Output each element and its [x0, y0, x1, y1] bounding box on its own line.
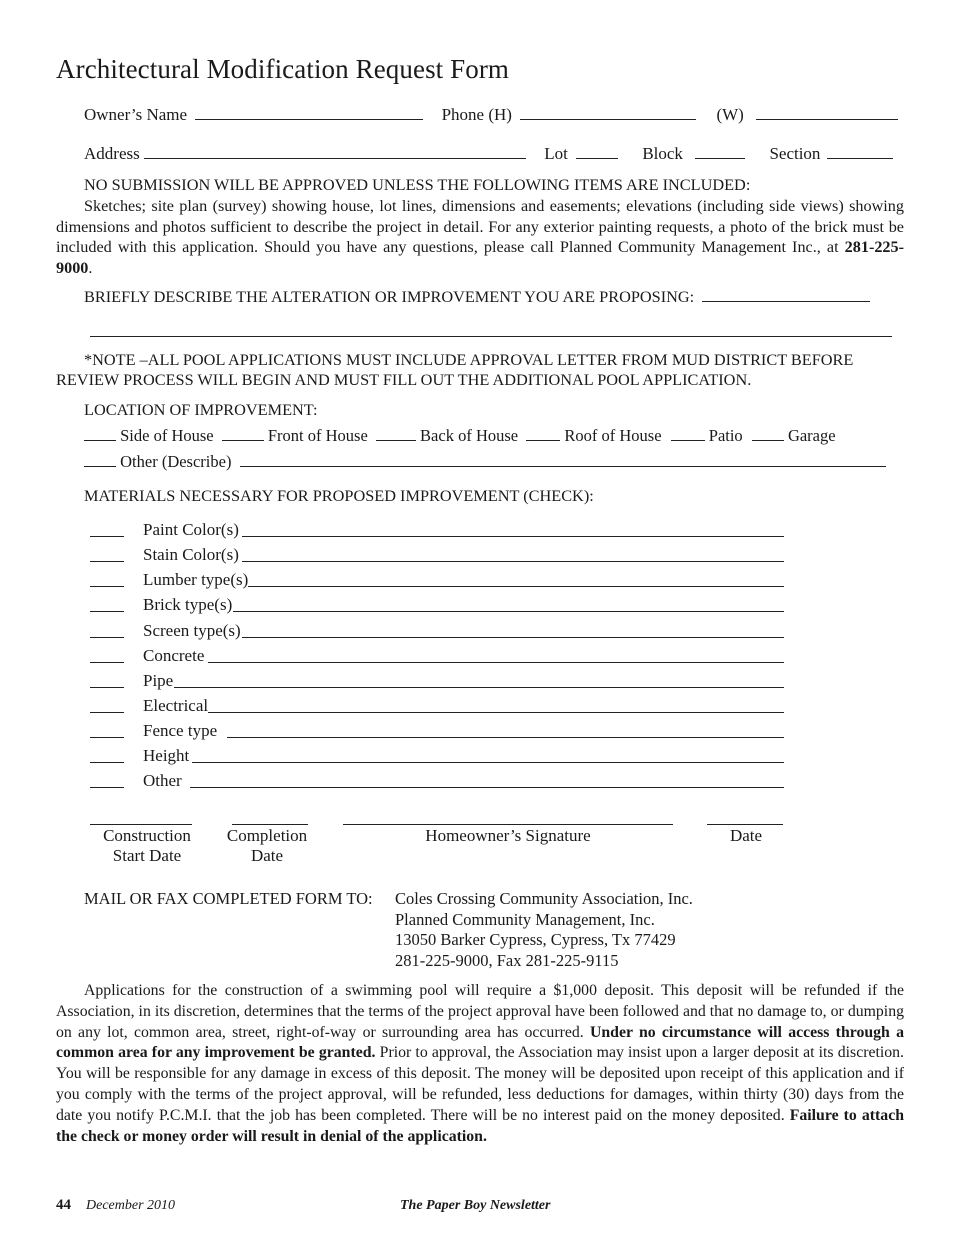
location-heading: LOCATION OF IMPROVEMENT: [84, 400, 318, 419]
material-field[interactable] [227, 737, 784, 738]
material-field[interactable] [174, 687, 784, 688]
submission-paragraph [56, 196, 904, 278]
phone-work-field[interactable] [756, 119, 898, 120]
material-row [90, 595, 790, 617]
caption-line: Completion [226, 826, 308, 845]
phone-home-field[interactable] [520, 119, 696, 120]
material-check[interactable] [90, 586, 124, 587]
homeowner-signature-field[interactable] [343, 824, 673, 825]
pool-deposit-paragraph [56, 981, 904, 1147]
material-label: Electrical [143, 696, 209, 715]
mail-address-line: 281-225-9000, Fax 281-225-9115 [395, 951, 619, 971]
describe-field-1[interactable] [702, 301, 870, 302]
material-field[interactable] [192, 762, 784, 763]
pool-note-line-2: REVIEW PROCESS WILL BEGIN AND MUST FILL OUT THE ADDITIONAL POOL APPLICATION. [56, 370, 752, 389]
other-location-field[interactable] [240, 466, 886, 467]
material-row [90, 646, 790, 668]
phone-work-label: (W) [716, 105, 744, 124]
roof-of-house-check[interactable] [526, 440, 560, 441]
patio-check[interactable] [671, 440, 705, 441]
material-row [90, 621, 790, 643]
lot-label: Lot [544, 144, 568, 163]
lot-field[interactable] [576, 158, 618, 159]
phone-home-label: Phone (H) [441, 105, 512, 124]
mail-address-line: Coles Crossing Community Association, Inc. [395, 889, 693, 908]
material-label: Height [143, 746, 190, 765]
patio-label: Patio [708, 426, 743, 445]
section-field[interactable] [827, 158, 893, 159]
pool-text-2: Prior to approval, the Association may insist upon a larger deposit at its discretion. You will be responsible for any damage in excess of this deposit. The money will be deposited upon receipt of this application and if you comply with the terms of the project approval, will be refunded, less deductions for damages, within thirty (30) days from the date you notify P.C.M.I. that the job has been completed. There will be no interest paid on the money deposited. [56, 1044, 905, 1124]
submission-heading: NO SUBMISSION WILL BE APPROVED UNLESS THE FOLLOWING ITEMS ARE INCLUDED: [84, 175, 751, 194]
material-label: Lumber type(s) [143, 570, 249, 589]
pool-bold-2: Failure to attach the check or money order will result in denial of the application. [56, 1106, 904, 1145]
caption-line: Start Date [112, 846, 182, 865]
back-of-house-label: Back of House [420, 426, 519, 445]
material-field[interactable] [248, 586, 784, 587]
material-field[interactable] [233, 611, 784, 612]
other-location-label: Other (Describe) [120, 452, 232, 471]
describe-field-2[interactable] [90, 336, 892, 337]
front-of-house-label: Front of House [267, 426, 368, 445]
block-field[interactable] [695, 158, 745, 159]
pool-text-1: Applications for the construction of a swimming pool will require a $1,000 deposit. This deposit will be refunded if the Association, in its discretion, determines that the terms of the project approval have been followed and that no damage to, or dumping on any lot, common area, street, right-of-way or surrounding area has occurred. [56, 982, 904, 1041]
material-field[interactable] [190, 787, 784, 788]
mail-address-line: Planned Community Management, Inc. [395, 909, 655, 929]
material-field[interactable] [208, 662, 784, 663]
material-label: Screen type(s) [143, 621, 241, 640]
signature-date-field[interactable] [707, 824, 783, 825]
material-field[interactable] [242, 536, 784, 537]
block-label: Block [642, 144, 683, 163]
material-label: Brick type(s) [143, 595, 233, 614]
material-field[interactable] [242, 561, 784, 562]
page-number: 44 [56, 1197, 71, 1213]
material-check[interactable] [90, 737, 124, 738]
roof-of-house-label: Roof of House [564, 426, 662, 445]
submission-phone: 281-225-9000 [56, 238, 904, 277]
submission-text: Sketches; site plan (survey) showing house, lot lines, dimensions and easements; elevations (including side views) showing dimensions and photos sufficient to describe the project in detail. For any exterior painting requests, a photo of the brick must be included with this application. Should you have any questions, please call Planned Community Management Inc., at [56, 197, 904, 256]
address-row [84, 144, 893, 164]
material-row [90, 721, 790, 743]
material-label: Concrete [143, 646, 205, 665]
material-check[interactable] [90, 561, 124, 562]
garage-label: Garage [787, 426, 836, 445]
material-check[interactable] [90, 637, 124, 638]
pool-note-line-1: *NOTE –ALL POOL APPLICATIONS MUST INCLUDE APPROVAL LETTER FROM MUD DISTRICT BEFORE [84, 350, 854, 369]
material-label: Paint Color(s) [143, 520, 239, 539]
material-check[interactable] [90, 687, 124, 688]
material-row [90, 771, 790, 793]
side-of-house-check[interactable] [84, 440, 116, 441]
material-row [90, 746, 790, 768]
pool-bold-1: Under no circumstance will access through a common area for any improvement be granted. [56, 1023, 904, 1062]
mail-address-block [395, 889, 693, 972]
material-label: Other [143, 771, 182, 790]
address-field[interactable] [144, 158, 526, 159]
owner-name-field[interactable] [195, 119, 423, 120]
material-label: Fence type [143, 721, 218, 740]
materials-heading: MATERIALS NECESSARY FOR PROPOSED IMPROVEMENT (CHECK): [84, 486, 594, 505]
material-row [90, 696, 790, 718]
completion-date-caption [222, 826, 312, 866]
location-other-row [84, 452, 886, 472]
side-of-house-label: Side of House [120, 426, 214, 445]
describe-row [84, 287, 870, 307]
material-field[interactable] [208, 712, 784, 713]
material-check[interactable] [90, 611, 124, 612]
material-row [90, 671, 790, 693]
location-options-row [84, 426, 836, 446]
material-label: Pipe [143, 671, 174, 690]
mail-label: MAIL OR FAX COMPLETED FORM TO: [84, 889, 373, 908]
material-check[interactable] [90, 787, 124, 788]
material-row [90, 520, 790, 542]
material-row [90, 570, 790, 592]
construction-start-date-caption [88, 826, 206, 866]
signature-date-caption: Date [729, 826, 763, 845]
caption-line: Construction [103, 826, 191, 845]
describe-label: BRIEFLY DESCRIBE THE ALTERATION OR IMPROVEMENT YOU ARE PROPOSING: [84, 287, 695, 306]
material-check[interactable] [90, 712, 124, 713]
material-check[interactable] [90, 762, 124, 763]
garage-check[interactable] [752, 440, 784, 441]
material-field[interactable] [242, 637, 784, 638]
material-check[interactable] [90, 536, 124, 537]
owner-row [84, 105, 898, 125]
page-title: Architectural Modification Request Form [56, 54, 510, 84]
caption-line: Date [250, 846, 284, 865]
other-location-check[interactable] [84, 466, 116, 467]
material-check[interactable] [90, 662, 124, 663]
homeowner-signature-caption: Homeowner’s Signature [425, 826, 591, 845]
address-label: Address [84, 144, 140, 163]
construction-start-date-field[interactable] [90, 824, 192, 825]
material-label: Stain Color(s) [143, 545, 239, 564]
back-of-house-check[interactable] [376, 440, 416, 441]
submission-period: . [88, 258, 93, 277]
footer-date: December 2010 [86, 1198, 176, 1213]
mail-address-line: 13050 Barker Cypress, Cypress, Tx 77429 [395, 930, 676, 950]
footer-publication: The Paper Boy Newsletter [400, 1198, 551, 1213]
owner-name-label: Owner’s Name [84, 105, 188, 124]
completion-date-field[interactable] [232, 824, 308, 825]
front-of-house-check[interactable] [222, 440, 264, 441]
section-label: Section [769, 144, 821, 163]
material-row [90, 545, 790, 567]
